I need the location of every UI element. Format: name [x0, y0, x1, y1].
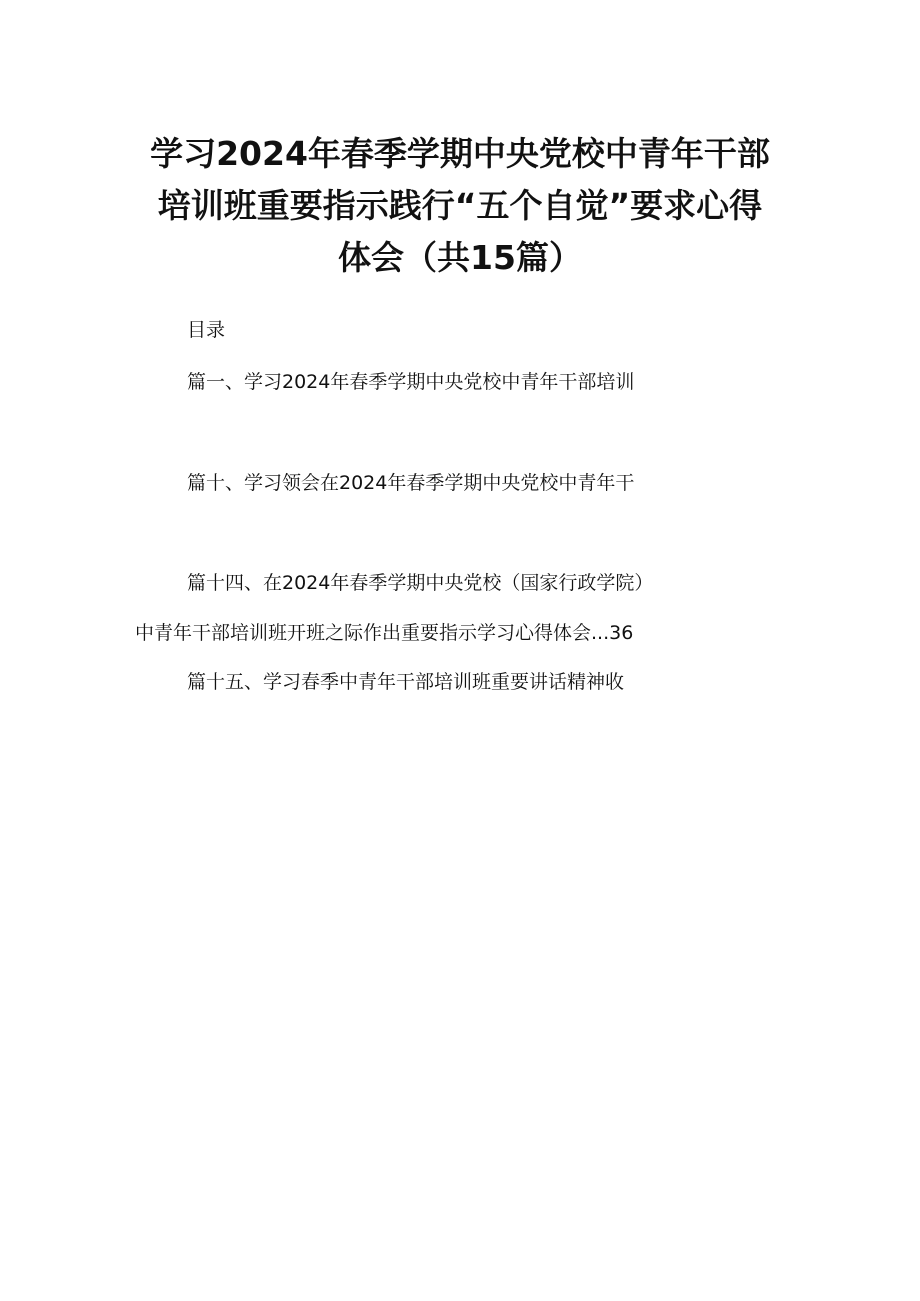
toc-entry-10[interactable]: 篇十、学习领会在2024年春季学期中央党校中青年干	[187, 472, 635, 494]
title-line-2: 培训班重要指示践行“五个自觉”要求心得	[157, 186, 763, 225]
title-line-1: 学习2024年春季学期中央党校中青年干部	[150, 134, 770, 173]
toc-entry-14-continued[interactable]: 中青年干部培训班开班之际作出重要指示学习心得体会...36	[135, 622, 634, 644]
title-line-3: 体会（共15篇）	[338, 238, 582, 277]
toc-entry-15[interactable]: 篇十五、学习春季中青年干部培训班重要讲话精神收	[187, 671, 625, 693]
toc-heading: 目录	[187, 319, 226, 341]
toc-entry-1[interactable]: 篇一、学习2024年春季学期中央党校中青年干部培训	[187, 371, 635, 393]
toc-entry-14[interactable]: 篇十四、在2024年春季学期中央党校（国家行政学院）	[187, 572, 654, 594]
